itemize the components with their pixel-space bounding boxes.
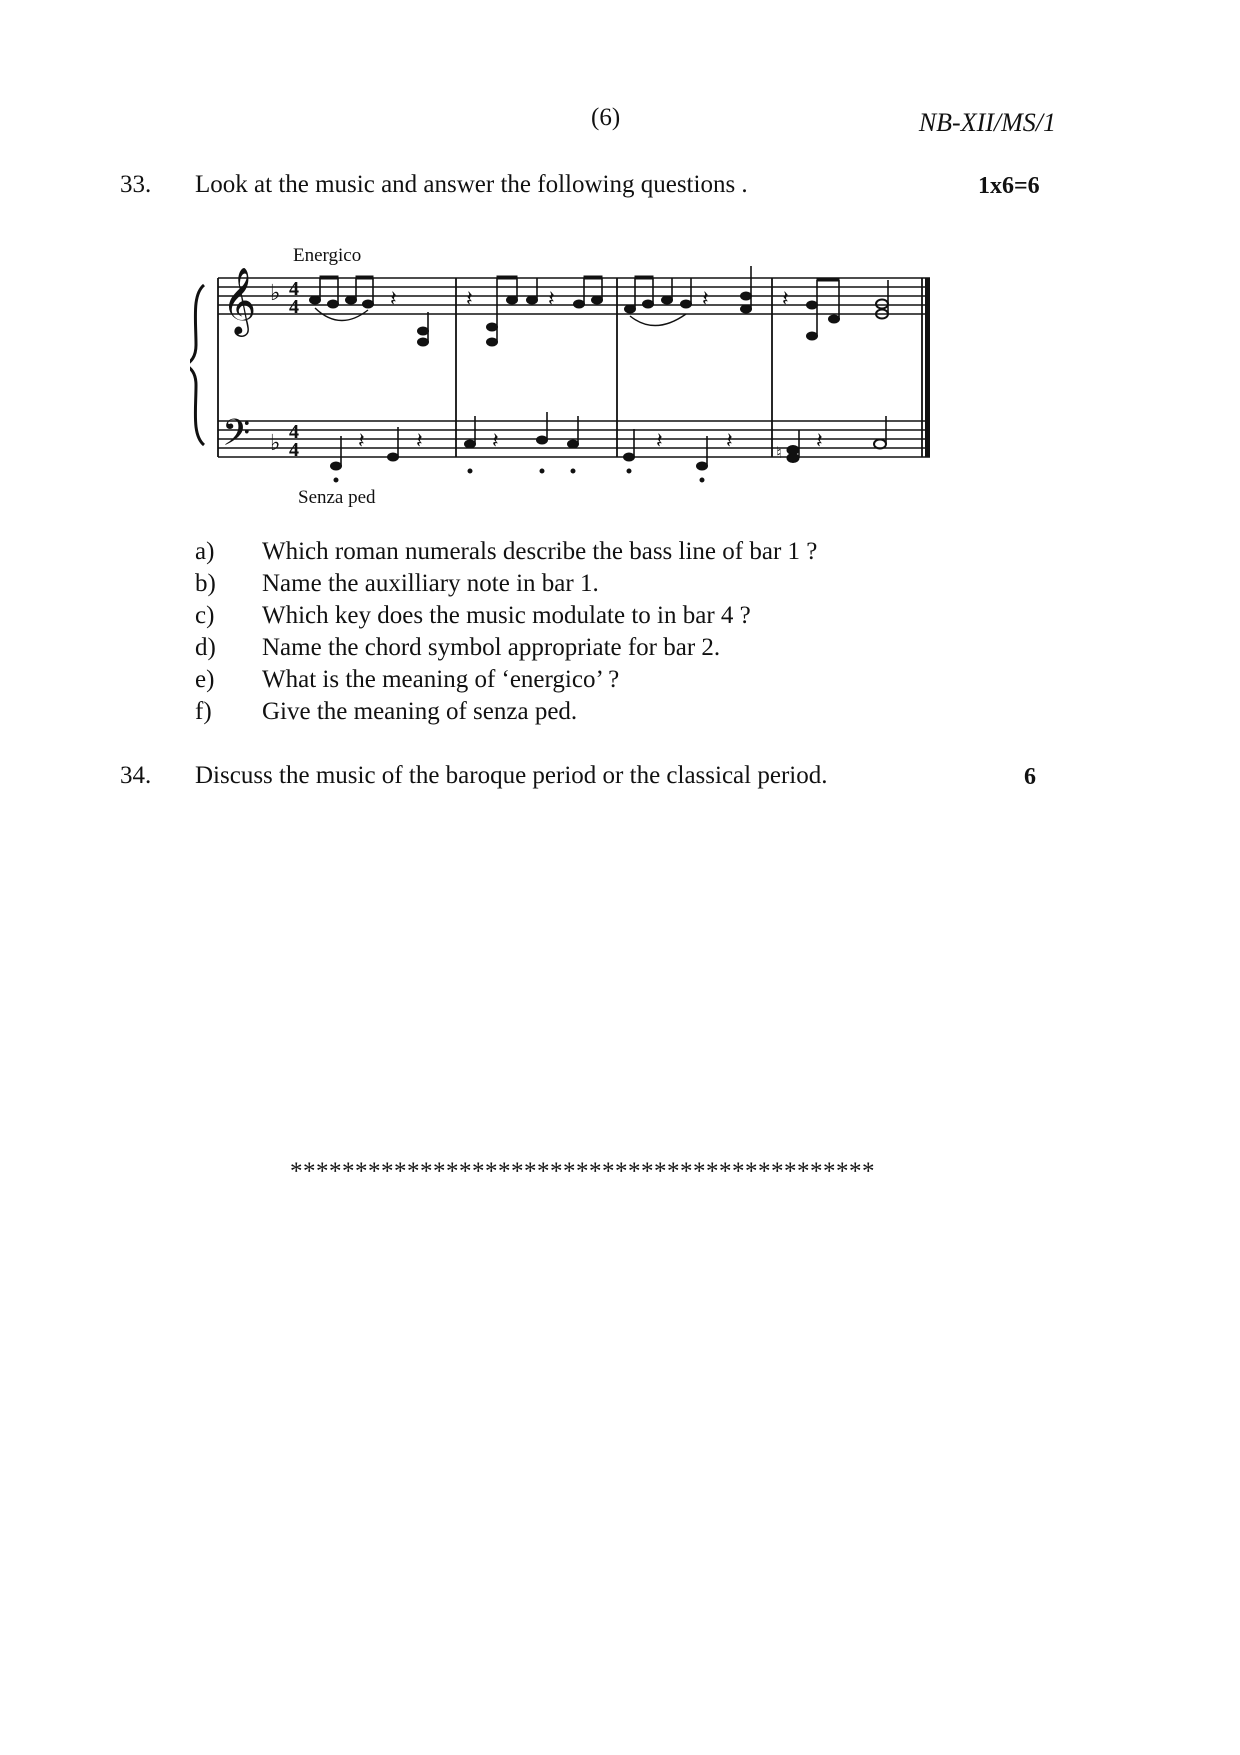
question-34-text: Discuss the music of the baroque period or the classical period. bbox=[195, 762, 828, 789]
subquestion-e-label: e) bbox=[195, 666, 215, 693]
subquestion-f-label: f) bbox=[195, 698, 212, 725]
subquestion-a-label: a) bbox=[195, 538, 215, 565]
music-score bbox=[190, 240, 950, 525]
subquestion-c-label: c) bbox=[195, 602, 215, 629]
svg-text:𝄽: 𝄽 bbox=[492, 429, 499, 454]
pedal-marking: Senza ped bbox=[298, 487, 376, 508]
question-34-number: 34. bbox=[120, 762, 152, 789]
treble-staff bbox=[218, 278, 930, 314]
brace bbox=[190, 285, 204, 445]
subquestion-a-text: Which roman numerals describe the bass line of bar 1 ? bbox=[262, 538, 818, 565]
svg-text:♮: ♮ bbox=[776, 443, 782, 462]
question-34-marks: 6 bbox=[1024, 764, 1036, 790]
svg-text:4: 4 bbox=[289, 278, 299, 300]
subquestion-b-label: b) bbox=[195, 570, 216, 597]
svg-text:𝄽: 𝄽 bbox=[548, 287, 555, 312]
svg-text:𝄽: 𝄽 bbox=[782, 287, 789, 312]
treble-flat-icon: ♭ bbox=[270, 281, 281, 306]
subquestion-e-text: What is the meaning of ‘energico’ ? bbox=[262, 666, 620, 693]
svg-text:𝄽: 𝄽 bbox=[416, 429, 423, 454]
subquestion-c-text: Which key does the music modulate to in bar 4 ? bbox=[262, 602, 751, 629]
svg-text:𝄽: 𝄽 bbox=[390, 287, 397, 312]
svg-text:4: 4 bbox=[289, 439, 299, 461]
time-signatures bbox=[289, 278, 299, 461]
subquestion-d-label: d) bbox=[195, 634, 216, 661]
svg-text:𝄽: 𝄽 bbox=[656, 429, 663, 454]
svg-text:𝄽: 𝄽 bbox=[358, 429, 365, 454]
bass-staff bbox=[218, 421, 930, 457]
subquestion-f-text: Give the meaning of senza ped. bbox=[262, 698, 578, 725]
treble-clef-icon: 𝄞 bbox=[222, 266, 257, 334]
subquestion-b-text: Name the auxilliary note in bar 1. bbox=[262, 570, 599, 597]
bass-flat-icon: ♭ bbox=[270, 431, 281, 456]
bass-clef-icon: 𝄢 bbox=[222, 412, 251, 463]
paper-code: NB-XII/MS/1 bbox=[918, 108, 1056, 137]
svg-text:4: 4 bbox=[289, 421, 299, 443]
tempo-marking: Energico bbox=[293, 245, 362, 266]
page-number: (6) bbox=[591, 104, 621, 131]
question-33-marks: 1x6=6 bbox=[978, 173, 1040, 199]
end-of-paper-stars: ********************************************* bbox=[290, 1158, 875, 1185]
music-score-svg bbox=[190, 240, 950, 520]
svg-text:𝄽: 𝄽 bbox=[726, 429, 733, 454]
svg-text:𝄽: 𝄽 bbox=[466, 287, 473, 312]
subquestion-d-text: Name the chord symbol appropriate for bar 2. bbox=[262, 634, 721, 661]
svg-text:𝄽: 𝄽 bbox=[702, 287, 709, 312]
final-barline bbox=[925, 278, 930, 457]
question-33-text: Look at the music and answer the following questions . bbox=[195, 171, 748, 198]
svg-text:4: 4 bbox=[289, 296, 299, 318]
bass-notes bbox=[331, 412, 887, 482]
svg-text:𝄽: 𝄽 bbox=[816, 429, 823, 454]
question-33-number: 33. bbox=[120, 171, 152, 198]
